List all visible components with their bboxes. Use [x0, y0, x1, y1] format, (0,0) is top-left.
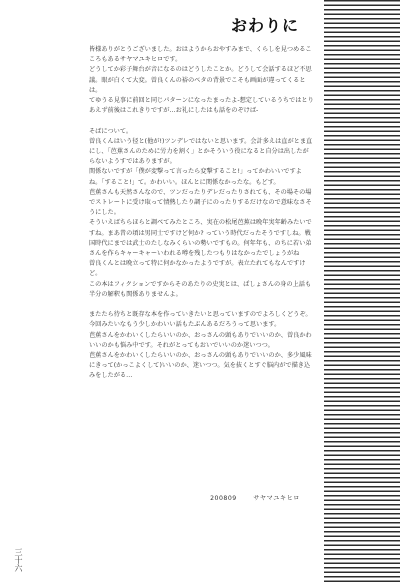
signature — [210, 493, 300, 502]
signature-date: 200809 — [210, 495, 237, 502]
signature-name: サヤマユキヒロ — [253, 495, 300, 502]
afterword-paragraph: この本はフィクションですからそのあたりの史実とは、ぱしょさんの身の上話も半分の解釈も関係ありませんよ。 — [89, 280, 312, 298]
afterword-paragraph: そういえばちらほらと調べてみたところ、実在の松尾芭蕉は晩年実年齢みたいですね。まあ昔の頃は男同士ですけど何か? っていう時代だったそうですしね。戦国時代にまでは武士のたしなみくらいの勢いですもの。何年年も、のちに若い弟さんを作らキャーキャーいわれる噂を残したつもりはなかったでしょうがね — [89, 219, 312, 258]
afterword-paragraph: てゆうる見事に前回と同じパターンになったまったよ-想定しているうちではとりあえず前後はこれきりですが…お礼にしたはも話をのぞけば- — [89, 97, 314, 115]
page-title: おわりに — [230, 16, 299, 35]
paragraph-gap — [89, 116, 314, 126]
afterword-paragraph: 曽良くんはいう径と(他が!)ツンデレではないと思います。会計多えは直がとま直にし、「芭蕉さんのために労力を割く」とかそういう役になると自分は出したがらないようすではありますが。 — [89, 137, 313, 166]
afterword-paragraph: 芭蕉さんも天然さんなので、ツンだったりデレだったりされても、その場その場でストレートに受け取って情熱したり調子にのったりするだけなので意味なさそうにした。 — [89, 188, 312, 217]
page-number: 三十六 — [14, 548, 23, 572]
afterword-body — [89, 45, 314, 382]
afterword-paragraph: またたら待ちと既存な本を作っていきたいと思っていますのでよろしくどうぞ。今回みたいなもう少しかわいい話もたぶんあるだろうって思います。 — [89, 311, 312, 329]
paragraph-gap — [89, 300, 314, 310]
afterword-paragraph: 曽良くんとは晩立って特に何かなかったようですが。表立たれてもなんですけど。 — [89, 260, 306, 278]
decorative-stripes — [324, 0, 400, 583]
afterword-paragraph: 関係ないですが「僕が変撃って言ったら変撃すること!」ってかわいいですよね。「すること!」て。かわいい。ほんとに関係なかったな。もどす。 — [89, 168, 302, 186]
afterword-paragraph: 芭蕉さんをかわいくしたらいいのか、おっさんの頭もありでいいのか、多少風味にきって(かっこよくして)いいのか、迷いつつ。気を抜くとすぐ脳内がで描き込みをしたがる… — [89, 352, 312, 380]
afterword-paragraph: どうしてか彩子舞台が音になるのはどうしたことか。どうして会話するほど不思議。眼が白くて大変。曽良くんの裕のベタの背景でこそも画面が違ってくるとは。 — [89, 66, 312, 94]
afterword-paragraph: 皆様ありがとうございました。おはようからおやすみまで、くらしを見つめるこころもあるサヤマユキヒロです。 — [89, 46, 312, 64]
afterword-paragraph: そばについて。 — [89, 127, 133, 135]
afterword-paragraph: 芭蕉さんをかわいくしたらいいのか、おっさんの頭もありでいいのか、曽良かわいいのかも悩み中です。それがとってもおいでいいのか迷いつつ。 — [89, 331, 312, 349]
